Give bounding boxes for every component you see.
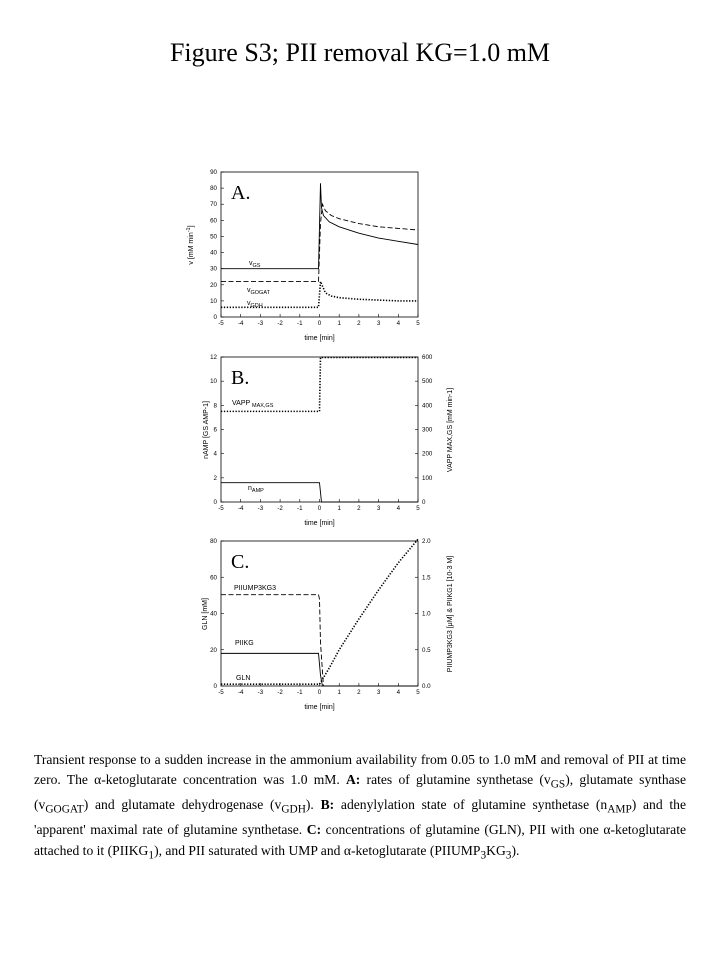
panel-c <box>202 538 454 711</box>
y-right-tick-label: 1.5 <box>422 574 431 582</box>
x-tick-label: 5 <box>416 689 420 696</box>
x-tick-label: -4 <box>237 689 244 696</box>
y-axis-label: v [mM $\min^{-1}$] <box>186 225 195 265</box>
series-label-gln: GLN <box>236 675 251 682</box>
caption-text: KG <box>486 842 506 858</box>
y-tick-label: 50 <box>210 233 217 241</box>
y-tick-label: 12 <box>210 354 217 361</box>
caption-sub: 3 <box>505 849 512 862</box>
y-right-tick-label: 0.5 <box>422 646 431 654</box>
x-tick-label: 1 <box>337 689 341 696</box>
y-tick-label: 70 <box>210 201 217 209</box>
x-tick-label: 2 <box>357 505 361 512</box>
caption-sub: 3 <box>480 849 487 862</box>
y-right-tick-label: 0 <box>422 499 426 506</box>
x-axis-label: time [min] <box>304 520 335 527</box>
x-tick-label: 4 <box>396 505 401 512</box>
y-tick-label: 6 <box>213 426 217 434</box>
x-tick-label: -1 <box>297 689 303 696</box>
x-tick-label: 0 <box>317 320 322 327</box>
caption-sub: AMP <box>607 804 632 817</box>
caption-text: ). <box>511 842 520 858</box>
series-label-namp: $n_{AMP}$ <box>248 485 264 494</box>
caption-sub: 1 <box>148 849 155 862</box>
x-tick-label: 3 <box>376 689 381 696</box>
x-tick-label: 4 <box>396 689 401 696</box>
y-axis-label: nAMP [GS AMP-1] <box>203 401 210 459</box>
caption-bold-c: C: <box>306 822 322 838</box>
x-tick-label: -1 <box>297 320 303 327</box>
page-title: Figure S3; PII removal KG=1.0 mM <box>169 38 551 67</box>
series-label-piiump3kg3: PIIUMP3KG3 <box>234 585 277 592</box>
y-tick-label: 30 <box>210 265 217 273</box>
y-tick-label: 0 <box>213 683 217 690</box>
y-tick-label: 90 <box>210 169 217 176</box>
caption-text: -ketoglutarate (PIIUMP <box>350 842 481 858</box>
caption-text: ), and PII saturated with UMP and <box>154 842 344 858</box>
x-tick-label: 0 <box>317 505 322 512</box>
y-tick-label: 2 <box>213 474 217 482</box>
series-label-vmax: VAPP $_{MAX,GS}$ <box>232 400 274 409</box>
y-tick-label: 60 <box>210 574 217 582</box>
series-label-piikg: PIIKG <box>235 640 254 647</box>
y-axis-label: GLN [mM] <box>202 598 209 630</box>
x-tick-label: 0 <box>317 689 322 696</box>
caption-text: ), glutamate synthase (v <box>34 772 686 813</box>
caption-bold-b: B: <box>320 797 335 813</box>
caption-text: -ketoglutarate concentration was 1.0 mM. <box>101 772 346 788</box>
y-right-tick-label: 500 <box>422 378 433 386</box>
x-tick-label: 4 <box>396 320 401 327</box>
caption-text: -ketoglutarate attached to it (PIIKG <box>34 822 687 858</box>
x-tick-label: -4 <box>237 505 244 512</box>
caption-text: ) and the 'apparent' maximal rate of glutamine synthetase. <box>34 797 687 838</box>
x-tick-label: 2 <box>357 320 361 327</box>
y-tick-label: 8 <box>213 402 217 410</box>
y-tick-label: 0 <box>213 499 217 506</box>
y-right-tick-label: 100 <box>422 474 433 482</box>
series-label-vgs: $v_{GS}$ <box>249 260 261 269</box>
x-axis-label: time [min] <box>304 335 335 342</box>
y-tick-label: 20 <box>210 646 217 654</box>
series-label-vgdh: $v_{GDH}$ <box>247 300 263 309</box>
alpha-symbol: α <box>343 842 351 858</box>
caption-text: rates of glutamine synthetase (v <box>360 772 551 788</box>
x-axis-label: time [min] <box>304 704 335 711</box>
y-tick-label: 0 <box>213 314 217 321</box>
x-tick-label: -3 <box>257 689 264 696</box>
caption-text: ) and glutamate dehydrogenase (v <box>83 797 282 813</box>
panel-b <box>203 354 454 527</box>
series-line <box>221 653 418 686</box>
y-tick-label: 20 <box>210 281 217 289</box>
x-tick-label: 1 <box>337 505 341 512</box>
y-right-tick-label: 200 <box>422 450 433 458</box>
x-tick-label: -3 <box>257 320 264 327</box>
y-tick-label: 10 <box>210 297 217 305</box>
x-tick-label: -5 <box>218 320 224 327</box>
panel-label: A. <box>231 182 251 204</box>
caption-text: ). <box>305 797 321 813</box>
y-tick-label: 4 <box>213 450 217 458</box>
caption-text: adenylylation state of glutamine synthetase (n <box>334 797 608 813</box>
y-tick-label: 40 <box>210 610 217 618</box>
caption-text: concentrations of glutamine (GLN), PII with one <box>321 822 604 838</box>
caption-sub: GDH <box>281 804 306 817</box>
y-tick-label: 40 <box>210 249 217 257</box>
x-tick-label: -1 <box>297 505 303 512</box>
x-tick-label: -4 <box>237 320 244 327</box>
figure-caption <box>34 750 686 866</box>
alpha-symbol: α <box>603 822 611 838</box>
caption-sub: GOGAT <box>45 804 84 817</box>
y-right-axis-label: PIIUMP3KG3 [μM] & PIIKG1 [10-3 M] <box>447 555 454 673</box>
alpha-symbol: α <box>94 772 102 788</box>
series-label-vgogat: $v_{GOGAT}$ <box>247 287 270 296</box>
y-right-axis-label: VAPP MAX,GS [mM min-1] <box>447 387 454 473</box>
y-tick-label: 60 <box>210 217 217 225</box>
x-tick-label: -2 <box>277 505 283 512</box>
y-right-tick-label: 2.0 <box>422 538 431 545</box>
x-tick-label: -2 <box>277 320 283 327</box>
x-tick-label: -5 <box>218 505 224 512</box>
y-right-tick-label: 0.0 <box>422 683 431 690</box>
caption-sub: GS <box>550 779 566 792</box>
y-right-tick-label: 400 <box>422 402 433 410</box>
y-right-tick-label: 1.0 <box>422 610 431 618</box>
panel-label: B. <box>231 367 250 389</box>
y-right-tick-label: 300 <box>422 426 433 434</box>
x-tick-label: 3 <box>376 320 381 327</box>
x-tick-label: 5 <box>416 320 420 327</box>
panel-label: C. <box>231 551 250 573</box>
x-tick-label: -5 <box>218 689 224 696</box>
caption-bold-a: A: <box>345 772 361 788</box>
y-tick-label: 80 <box>210 538 217 545</box>
y-tick-label: 80 <box>210 185 217 193</box>
x-tick-label: 3 <box>376 505 381 512</box>
y-right-tick-label: 600 <box>422 354 433 361</box>
x-tick-label: 5 <box>416 505 420 512</box>
y-tick-label: 10 <box>210 378 217 386</box>
caption-text: Transient response to a sudden increase in the ammonium availability from 0.05 to 1.0 mM and removal of PII at time zero. The <box>34 752 686 788</box>
x-tick-label: -2 <box>277 689 283 696</box>
x-tick-label: -3 <box>257 505 264 512</box>
x-tick-label: 2 <box>357 689 361 696</box>
x-tick-label: 1 <box>337 320 341 327</box>
panel-a <box>186 169 420 342</box>
